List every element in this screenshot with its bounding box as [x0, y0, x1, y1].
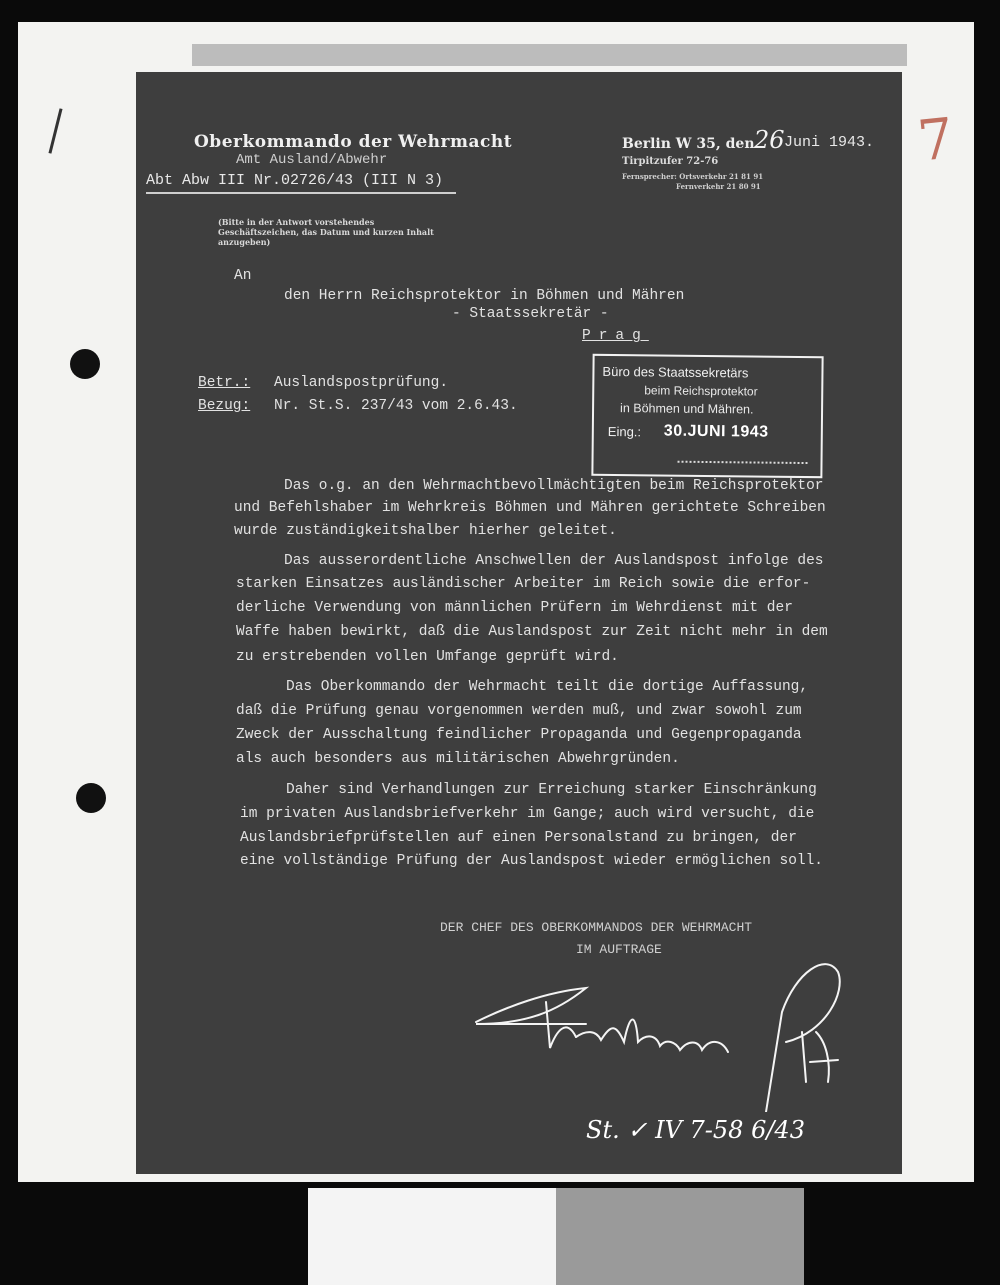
recipient-line-2: - Staatssekretär - — [452, 306, 609, 322]
reference-value: Nr. St.S. 237/43 vom 2.6.43. — [274, 398, 518, 414]
subject-label: Betr.: — [198, 375, 251, 391]
stamp-line-3: in Böhmen und Mähren. — [620, 401, 754, 417]
letterhead-department: Amt Ausland/Abwehr — [236, 152, 388, 168]
recipient-an: An — [234, 268, 252, 284]
letterhead-organization: Oberkommando der Wehrmacht — [194, 132, 513, 152]
top-tape-strip — [192, 44, 907, 66]
page-number: 7 — [914, 106, 957, 175]
stamp-line-1: Büro des Staatssekretärs — [602, 363, 749, 381]
body-line: eine vollständige Prüfung der Auslandspost wieder ermöglichen soll. — [240, 853, 823, 869]
punch-hole-top — [70, 349, 100, 379]
body-line: Zweck der Ausschaltung feindlicher Propaganda und Gegenpropaganda — [236, 727, 802, 743]
calibration-swatch-white — [308, 1188, 556, 1285]
body-line: starken Einsatzes ausländischer Arbeiter im Reich sowie die erfor- — [236, 576, 811, 592]
date-month-year: Juni 1943. — [784, 134, 875, 151]
stamp-received-date: 30.JUNI 1943 — [663, 422, 769, 441]
body-line: als auch besonders aus militärischen Abwehrgründen. — [236, 751, 680, 767]
body-line: derliche Verwendung von männlichen Prüfern im Wehrdienst mit der — [236, 600, 793, 616]
address-line: Tirpitzufer 72-76 — [622, 156, 719, 167]
phone-local: Fernsprecher: Ortsverkehr 21 81 91 — [622, 172, 764, 181]
body-line: Das ausserordentliche Anschwellen der Auslandspost infolge des — [284, 553, 824, 569]
recipient-line-1: den Herrn Reichsprotektor in Böhmen und Mähren — [284, 288, 685, 304]
letterhead-reference: Abt Abw III Nr.02726/43 (III N 3) — [146, 172, 444, 189]
received-stamp — [591, 354, 823, 478]
body-line: Das o.g. an den Wehrmachtbevollmächtigten beim Reichsprotektor — [284, 478, 824, 494]
body-line: daß die Prüfung genau vorgenommen werden muß, und zwar sowohl zum — [236, 703, 802, 719]
body-line: Waffe haben bewirkt, daß die Auslandspost zur Zeit nicht mehr in dem — [236, 624, 828, 640]
body-line: wurde zuständigkeitshalber hierher geleitet. — [234, 523, 617, 539]
subject-value: Auslandspostprüfung. — [274, 375, 449, 391]
date-day: 26 — [754, 126, 785, 154]
recipient-city: Prag — [582, 328, 649, 344]
body-line: Das Oberkommando der Wehrmacht teilt die dortige Auffassung, — [286, 679, 809, 695]
left-black-rail — [0, 0, 18, 1285]
body-line: im privaten Auslandsbriefverkehr im Gange; auch wird versucht, die — [240, 806, 815, 822]
reference-underline — [146, 192, 456, 194]
stamp-received-label: Eing.: — [607, 423, 642, 440]
reference-label: Bezug: — [198, 398, 251, 414]
body-line: Daher sind Verhandlungen zur Erreichung starker Einschränkung — [286, 782, 817, 798]
calibration-swatch-grey — [556, 1188, 804, 1285]
signature-title-1: DER CHEF DES OBERKOMMANDOS DER WEHRMACHT — [440, 920, 753, 935]
stamp-line-2: beim Reichsprotektor — [644, 383, 758, 399]
body-line: und Befehlshaber im Wehrkreis Böhmen und Mähren gerichtete Schreiben — [234, 500, 826, 516]
signature-name — [548, 1038, 559, 1040]
body-line: zu erstrebenden vollen Umfange geprüft wird. — [236, 649, 619, 665]
handwritten-signatures — [466, 912, 886, 1112]
signature-title-2: IM AUFTRAGE — [576, 942, 662, 957]
body-line: Auslandsbriefprüfstellen auf einen Personalstand zu bringen, der — [240, 830, 797, 846]
reply-note: (Bitte in der Antwort vorstehendes Geschäftszeichen, das Datum und kurzen Inhalt anzugeben) — [218, 217, 434, 247]
phone-long-distance: Fernverkehr 21 80 91 — [676, 182, 761, 191]
document-photograph — [136, 72, 902, 1174]
stamp-dotted-line — [678, 461, 808, 464]
date-place: Berlin W 35, den — [622, 136, 755, 152]
punch-hole-bottom — [76, 783, 106, 813]
archive-number: St. ✓ IV 7-58 6/43 — [586, 1116, 805, 1144]
